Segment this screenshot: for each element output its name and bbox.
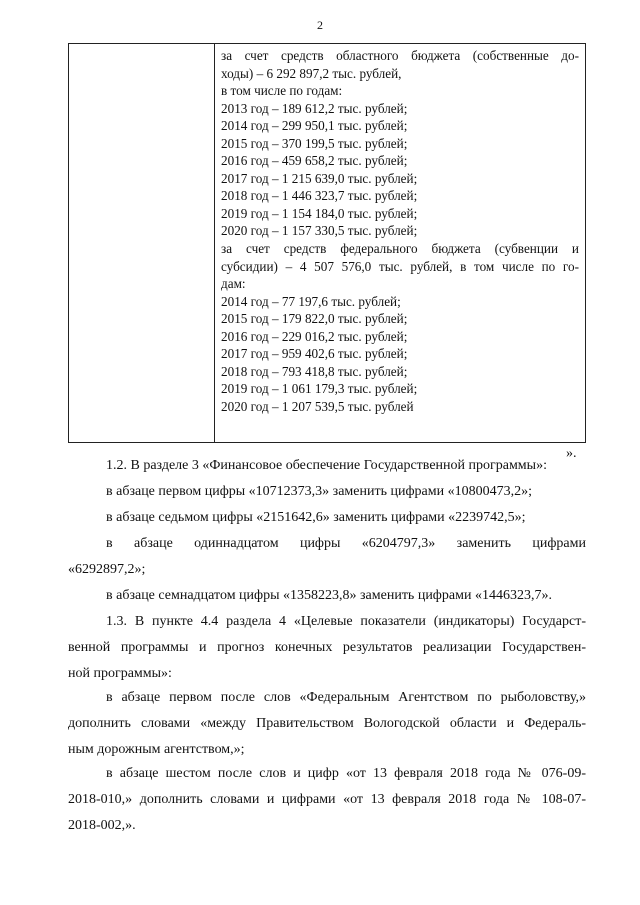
federal-year-line: 2016 год – 229 016,2 тыс. рублей; — [221, 328, 408, 344]
paragraph-line: 2018-002,». — [68, 818, 136, 833]
section-1-2-item-continued: «6292897,2»; — [68, 562, 146, 577]
section-1-3-title: 1.3. В пункте 4.4 раздела 4 «Целевые показатели (индикаторы) Государст- — [106, 614, 586, 629]
section-1-2 — [68, 453, 586, 609]
federal-budget-total: субсидии) – 4 507 576,0 тыс. рублей, в том числе по го- — [221, 258, 579, 274]
regional-year-line: 2019 год – 1 154 184,0 тыс. рублей; — [221, 205, 418, 221]
paragraph-line: в абзаце шестом после слов и цифр «от 13 февраля 2018 года № 076-09- — [106, 766, 586, 781]
section-1-3 — [68, 609, 586, 687]
federal-year-line: 2017 год – 959 402,6 тыс. рублей; — [221, 346, 408, 362]
paragraph-line: 2018-010,» дополнить словами и цифрами «от 13 февраля 2018 года № 108-07- — [68, 792, 586, 807]
regional-budget-subheading: в том числе по годам: — [221, 83, 343, 99]
federal-year-line: 2015 год – 179 822,0 тыс. рублей; — [221, 311, 408, 327]
section-1-2-item: в абзаце семнадцатом цифры «1358223,8» заменить цифрами «1446323,7». — [106, 588, 552, 603]
regional-year-line: 2017 год – 1 215 639,0 тыс. рублей; — [221, 170, 418, 186]
closing-quote: ». — [566, 446, 577, 461]
federal-year-line: 2019 год – 1 061 179,3 тыс. рублей; — [221, 381, 418, 397]
paragraph-line: в абзаце первом после слов «Федеральным Агентством по рыболовству,» — [106, 690, 586, 705]
regional-year-line: 2018 год – 1 446 323,7 тыс. рублей; — [221, 188, 418, 204]
regional-year-line: 2020 год – 1 157 330,5 тыс. рублей; — [221, 223, 418, 239]
regional-year-line: 2016 год – 459 658,2 тыс. рублей; — [221, 153, 408, 169]
paragraph-line: дополнить словами «между Правительством Вологодской области и Федераль- — [68, 716, 586, 731]
budget-table — [68, 43, 586, 443]
section-1-3-title: венной программы и прогноз конечных результатов реализации Государствен- — [68, 640, 586, 655]
page-number: 2 — [317, 18, 323, 32]
federal-year-line: 2018 год – 793 418,8 тыс. рублей; — [221, 363, 408, 379]
section-1-3-paragraph-1 — [68, 685, 586, 763]
section-1-3-paragraph-2 — [68, 761, 586, 839]
regional-year-line: 2014 год – 299 950,1 тыс. рублей; — [221, 118, 408, 134]
regional-budget-total: ходы) – 6 292 897,2 тыс. рублей, — [221, 65, 402, 81]
paragraph-line: ным дорожным агентством,»; — [68, 742, 245, 757]
federal-year-line: 2014 год – 77 197,6 тыс. рублей; — [221, 293, 401, 309]
federal-budget-subheading: дам: — [221, 276, 246, 292]
regional-year-line: 2015 год – 370 199,5 тыс. рублей; — [221, 135, 408, 151]
table-left-cell — [69, 44, 215, 442]
section-1-2-item: в абзаце первом цифры «10712373,3» заменить цифрами «10800473,2»; — [106, 484, 532, 499]
regional-budget-heading: за счет средств областного бюджета (собственные до- — [221, 48, 579, 63]
federal-budget-heading: за счет средств федерального бюджета (субвенции и — [221, 241, 579, 257]
section-1-2-item: в абзаце седьмом цифры «2151642,6» заменить цифрами «2239742,5»; — [106, 510, 526, 525]
section-1-3-title: ной программы»: — [68, 666, 172, 681]
section-1-2-item: в абзаце одиннадцатом цифры «6204797,3» заменить цифрами — [106, 536, 586, 551]
federal-year-line: 2020 год – 1 207 539,5 тыс. рублей — [221, 398, 414, 414]
section-1-2-title: 1.2. В разделе 3 «Финансовое обеспечение Государственной программы»: — [106, 458, 547, 473]
regional-year-line: 2013 год – 189 612,2 тыс. рублей; — [221, 100, 408, 116]
table-right-cell — [215, 44, 585, 442]
